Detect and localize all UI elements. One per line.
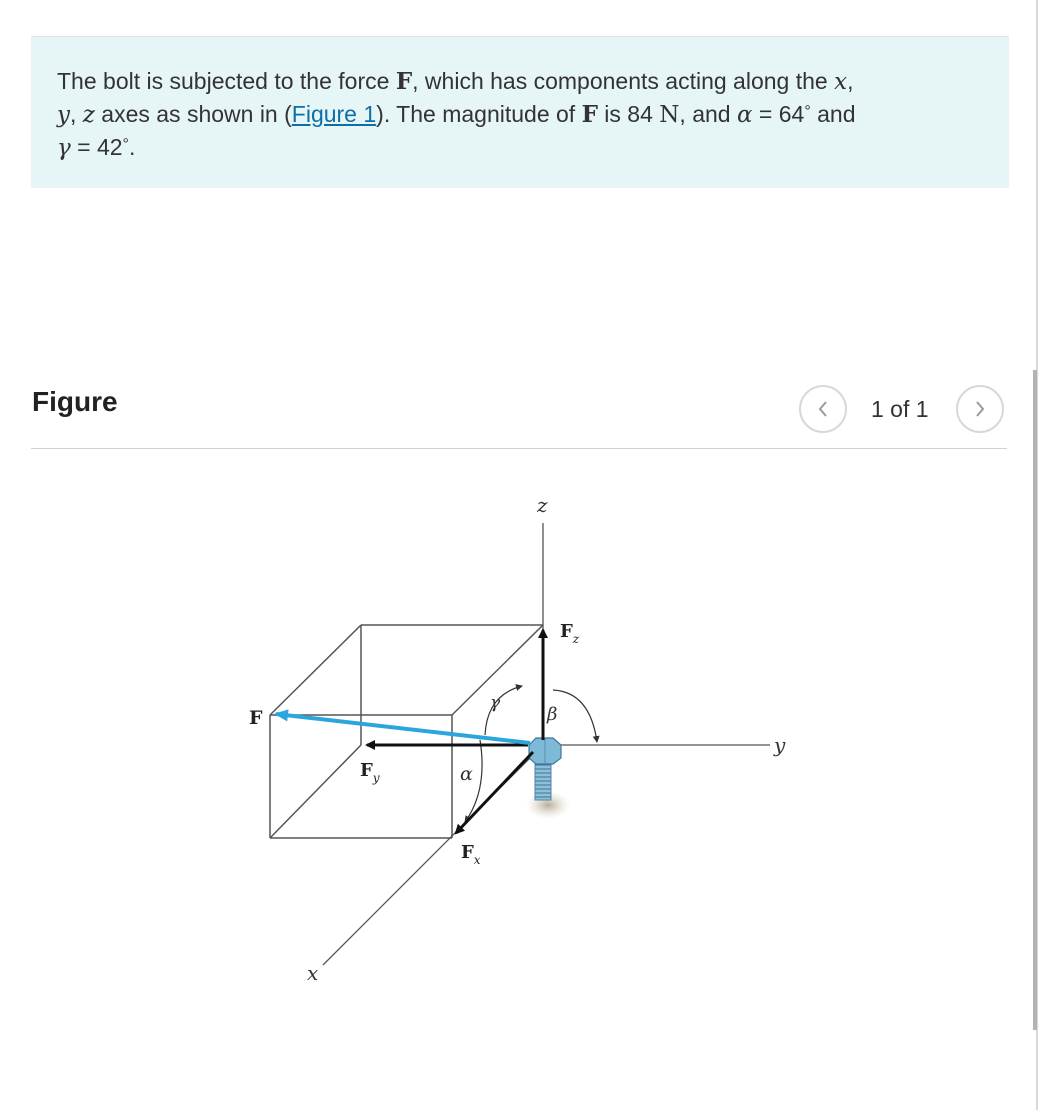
fx-label: $F_x$ (461, 842, 481, 867)
gamma-label: γ (490, 693, 501, 713)
beta-arc (553, 690, 597, 742)
figure-page-count: 1 of 1 (871, 396, 929, 422)
bolt-icon (529, 738, 561, 800)
fz-label: $F_z$ (560, 621, 580, 646)
figure-heading: Figure (32, 386, 118, 417)
scrollbar-thumb[interactable] (1033, 370, 1037, 1030)
previous-figure-button[interactable] (799, 385, 847, 433)
figure-pager (799, 385, 1009, 435)
fy-label: $F_y$ (360, 760, 380, 785)
component-box (270, 625, 543, 838)
x-axis-label: x (307, 961, 319, 985)
y-axis-label: y (774, 733, 786, 757)
figure-divider (31, 448, 1007, 449)
z-axis-label: z (537, 493, 548, 517)
figure-link[interactable]: Figure 1 (291, 101, 377, 127)
next-figure-button[interactable] (956, 385, 1004, 433)
chevron-left-icon (816, 399, 830, 419)
chevron-right-icon (973, 399, 987, 419)
alpha-label: α (460, 763, 473, 785)
beta-label: β (547, 704, 558, 725)
problem-statement: The bolt is subjected to the force F, which has components acting along the x, y, z axes as shown in (Figure 1). The magnitude of F is 84 N, and α = 64° and γ = 42°. (31, 36, 1009, 188)
force-f-label: F (249, 707, 263, 729)
force-f-arrow (276, 714, 530, 743)
